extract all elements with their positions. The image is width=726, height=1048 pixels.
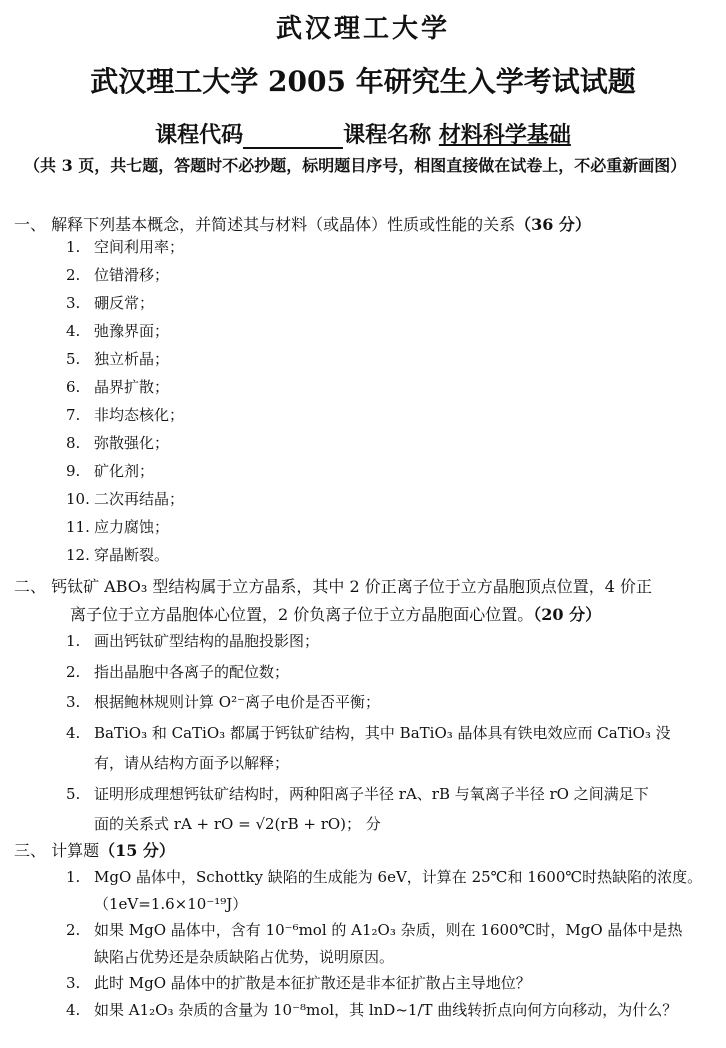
course-code-label: 课程代码 [155, 122, 244, 148]
item-text: 此时 MgO 晶体中的扩散是本征扩散还是非本征扩散占主导地位？ [94, 974, 531, 992]
list-item [66, 919, 682, 940]
list-item [66, 544, 169, 565]
item-text: 根据鲍林规则计算 O²⁻离子电价是否平衡； [94, 693, 380, 711]
list-item [66, 630, 319, 651]
item-text: 晶界扩散； [94, 378, 170, 396]
item-number: 11. [66, 518, 90, 536]
list-item [66, 320, 169, 341]
list-item [66, 972, 531, 993]
item-text: 矿化剂； [94, 462, 155, 480]
item-number: 2. [66, 921, 81, 939]
item-text: 弥散强化； [94, 434, 170, 452]
item-number: 2. [66, 266, 81, 284]
q3-score: （15 分） [99, 841, 175, 860]
item-number: 7. [66, 406, 81, 424]
course-name-label: 课程名称 [343, 122, 432, 148]
q3-head-text: 三、 计算题 [14, 841, 100, 860]
list-item [66, 488, 184, 509]
item-number: 3. [66, 974, 81, 992]
item-number: 5. [66, 784, 81, 803]
q1-score: （36 分） [515, 215, 591, 234]
item-text: 硼反常； [94, 294, 155, 312]
item-number: 3. [66, 294, 81, 312]
item-number: 8. [66, 434, 81, 452]
item-number: 1. [66, 238, 81, 256]
list-item [66, 376, 169, 397]
item-text: 弛豫界面； [94, 322, 170, 340]
item-text: 画出钙钛矿型结构的晶胞投影图； [94, 632, 320, 650]
course-line [0, 118, 726, 149]
q2-heading-line1: 二、 钙钛矿 ABO₃ 型结构属于立方晶系，其中 2 价正离子位于立方晶胞顶点位置，4 价正 [14, 577, 653, 596]
q2-score: （20 分） [533, 605, 602, 624]
item-text: 指出晶胞中各离子的配位数； [94, 662, 290, 681]
list-item [66, 460, 154, 481]
item-number: 6. [66, 378, 81, 396]
list-item [94, 946, 394, 967]
list-item [94, 893, 247, 914]
item-number: 3. [66, 693, 81, 711]
item-text: 二次再结晶； [94, 490, 185, 508]
list-item [66, 432, 169, 453]
item-text: 缺陷占优势还是杂质缺陷占优势，说明原因。 [94, 947, 395, 966]
list-item [66, 348, 169, 369]
list-item [66, 783, 649, 804]
item-number: 12. [66, 546, 90, 564]
item-text: 如果 A1₂O₃ 杂质的含量为 10⁻⁸mol，其 lnD~1/T 曲线转折点向何方向移动，为什么？ [94, 1000, 678, 1019]
item-text: 证明形成理想钙钛矿结构时，两种阳离子半径 rA、rB 与氧离子半径 rO 之间满足下 [94, 784, 649, 803]
list-item [66, 661, 289, 682]
item-text: （1eV=1.6×10⁻¹⁹J） [94, 894, 248, 913]
item-text: 有，请从结构方面予以解释； [94, 754, 290, 772]
item-number: 2. [66, 662, 81, 681]
item-text: 非均态核化； [94, 406, 185, 424]
list-item [66, 999, 677, 1020]
exam-note: （共 3 页，共七题，答题时不必抄题，标明题目序号，相图直接做在试卷上，不必重新画图） [24, 156, 687, 175]
q1-head-text: 一、 解释下列基本概念，并简述其与材料（或晶体）性质或性能的关系 [14, 215, 516, 234]
list-item [66, 264, 169, 285]
item-number: 5. [66, 350, 81, 368]
item-text: 独立析晶； [94, 350, 170, 368]
exam-title: 武汉理工大学 2005 年研究生入学考试试题 [90, 65, 636, 98]
q2-head-text: 离子位于立方晶胞体心位置，2 价负离子位于立方晶胞面心位置。 [70, 605, 534, 624]
q2-heading-line2 [70, 602, 601, 625]
item-text: 位错滑移； [94, 266, 170, 284]
item-number: 4. [66, 1000, 81, 1019]
item-number: 1. [66, 868, 81, 886]
list-item [66, 236, 184, 257]
item-number: 10. [66, 490, 90, 508]
item-text: BaTiO₃ 和 CaTiO₃ 都属于钙钛矿结构，其中 BaTiO₃ 晶体具有铁电效应而 CaTiO₃ 没 [94, 723, 671, 742]
university-name: 武汉理工大学 [275, 14, 450, 44]
list-item [94, 813, 381, 834]
course-name: 材料科学基础 [438, 122, 571, 148]
course-code-blank [243, 125, 343, 149]
list-item [66, 722, 671, 743]
q3-heading [14, 838, 175, 861]
list-item [66, 866, 702, 887]
item-text: 如果 MgO 晶体中，含有 10⁻⁶mol 的 A1₂O₃ 杂质，则在 1600℃时，MgO 晶体中是热 [94, 921, 683, 939]
item-text: 应力腐蚀； [94, 518, 170, 536]
list-item [94, 752, 289, 773]
list-item [66, 516, 169, 537]
list-item [66, 404, 184, 425]
item-text: 空间利用率； [94, 238, 185, 256]
item-text: MgO 晶体中，Schottky 缺陷的生成能为 6eV，计算在 25℃和 1600℃时热缺陷的浓度。 [94, 868, 703, 886]
item-number: 1. [66, 632, 81, 650]
item-number: 4. [66, 723, 81, 742]
q1-heading [14, 212, 591, 235]
list-item [66, 292, 154, 313]
list-item [66, 691, 380, 712]
item-number: 9. [66, 462, 81, 480]
item-text: 穿晶断裂。 [94, 546, 170, 564]
item-number: 4. [66, 322, 81, 340]
item-text: 面的关系式 rA + rO = √2(rB + rO)； 分 [94, 815, 381, 833]
